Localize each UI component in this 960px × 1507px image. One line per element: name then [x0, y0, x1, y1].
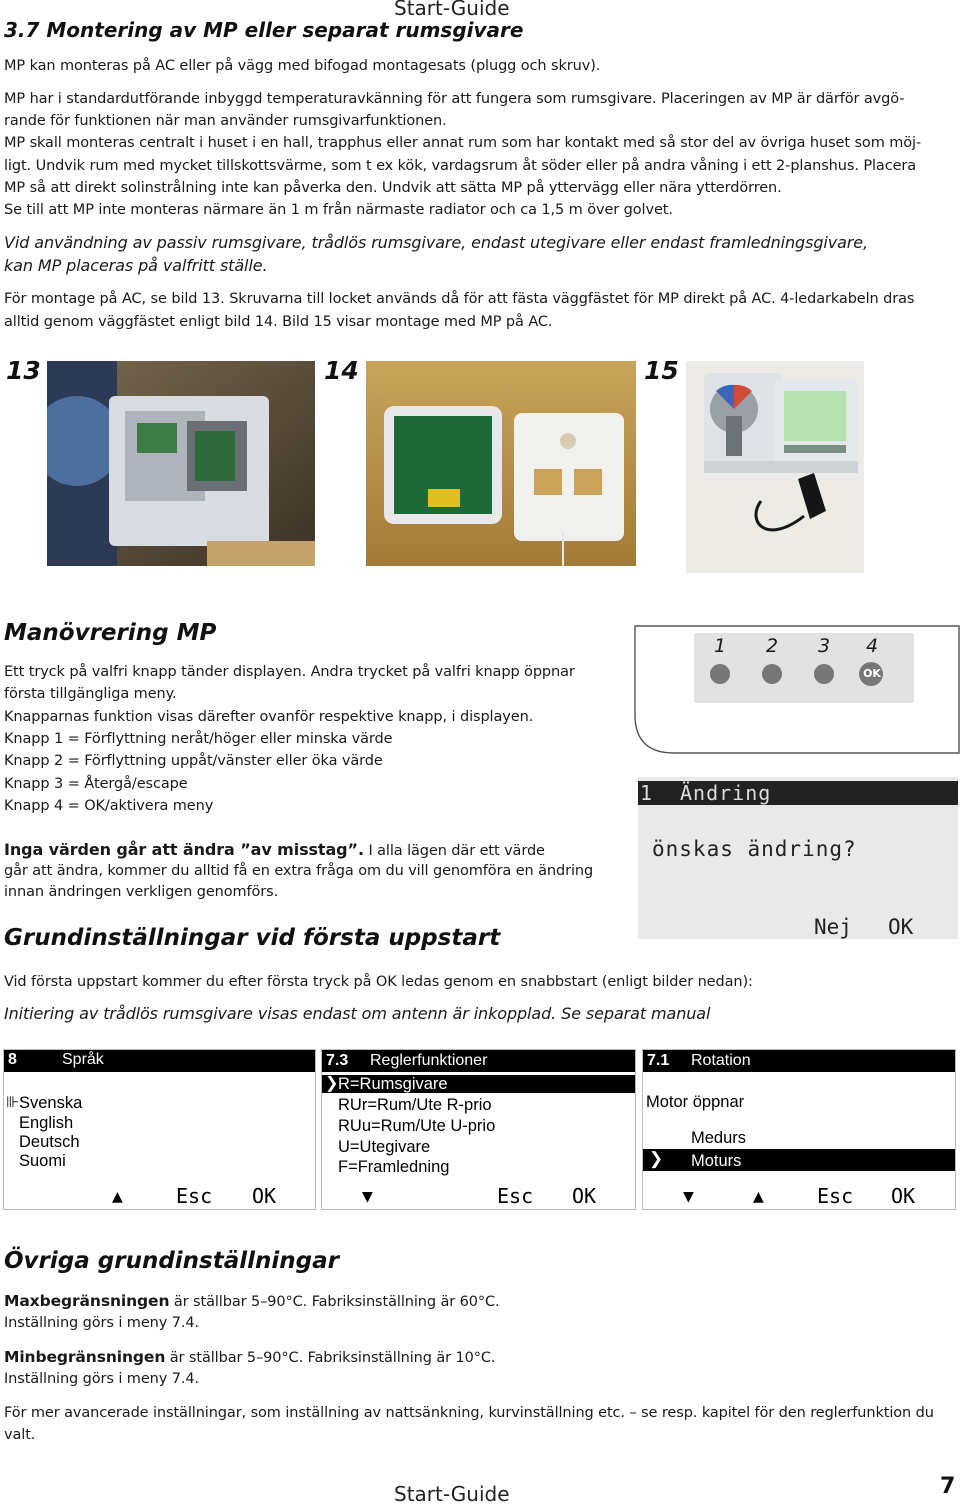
- italic-note: Vid användning av passiv rumsgivare, trådlös rumsgivare, endast utegivare eller endast framledningsgivare,: [4, 233, 869, 252]
- up-arrow-icon: ▲: [753, 1186, 764, 1207]
- keypad-button-3: [814, 664, 834, 684]
- up-arrow-icon: ▲: [112, 1186, 123, 1207]
- paragraph-line: Se till att MP inte monteras närmare än 1 m från närmaste radiator och ca 1,5 m över golvet.: [4, 202, 673, 218]
- photo-mounting-on-actuator: [47, 361, 315, 566]
- paragraph-line: Knapp 4 = OK/aktivera meny: [4, 798, 214, 814]
- min-bold: Minbegränsningen: [4, 1348, 166, 1366]
- paragraph: MP kan monteras på AC eller på vägg med bifogad montagesats (plugg och skruv).: [4, 58, 601, 74]
- down-arrow-icon: ▼: [362, 1186, 373, 1207]
- max-bold: Maxbegränsningen: [4, 1292, 170, 1310]
- ok-softkey: OK: [252, 1184, 277, 1208]
- max-line: [4, 1290, 500, 1314]
- selected-row: [643, 1149, 955, 1171]
- confirm-title: Ändring: [680, 781, 772, 805]
- screen-rotation: [642, 1049, 956, 1210]
- paragraph-line: MP så att direkt solinstrålning inte kan påverka den. Undvik att sätta MP på yttervägg eller nära ytterdörren.: [4, 180, 782, 196]
- esc-softkey: Esc: [497, 1184, 534, 1208]
- confirm-no: Nej: [814, 915, 852, 939]
- paragraph-line: alltid genom väggfästet enligt bild 14. Bild 15 visar montage med MP på AC.: [4, 314, 553, 330]
- paragraph-line: MP har i standardutförande inbyggd temperaturavkänning för att fungera som rumsgivare. Placeringen av MP är därför avgö-: [4, 91, 905, 107]
- ok-softkey: OK: [891, 1184, 916, 1208]
- keypad-number-1: 1: [714, 635, 727, 657]
- italic-note: Initiering av trådlös rumsgivare visas endast om antenn är inkopplad. Se separat manual: [4, 1004, 711, 1023]
- paragraph-line: Knapparnas funktion visas därefter ovanför respektive knapp, i displayen.: [4, 709, 534, 725]
- keypad-number-2: 2: [766, 635, 779, 657]
- rotation-label: Motor öppnar: [646, 1093, 745, 1111]
- cursor-icon: ⊪: [6, 1094, 20, 1111]
- italic-note: kan MP placeras på valfritt ställe.: [4, 256, 268, 275]
- screen-language: [3, 1049, 316, 1210]
- warning-text: I alla lägen där ett värde: [363, 843, 545, 859]
- section-title: 3.7 Montering av MP eller separat rumsgivare: [4, 18, 524, 42]
- language-option: English: [19, 1114, 74, 1132]
- confirm-screen: [638, 777, 958, 939]
- screen-control-function: [321, 1049, 636, 1210]
- function-option: RUu=Rum/Ute U-prio: [338, 1117, 496, 1135]
- paragraph-line: valt.: [4, 1427, 36, 1443]
- paragraph-line: första tillgängliga meny.: [4, 686, 177, 702]
- rotation-option: Medurs: [691, 1129, 747, 1147]
- keypad-button-2: [762, 664, 782, 684]
- paragraph: Vid första uppstart kommer du efter första tryck på OK ledas genom en snabbstart (enligt bilder nedan):: [4, 974, 753, 990]
- rotation-option: Moturs: [691, 1152, 742, 1170]
- paragraph-line: Ett tryck på valfri knapp tänder displayen. Andra trycket på valfri knapp öppnar: [4, 664, 575, 680]
- paragraph-line: Knapp 2 = Förflyttning uppåt/vänster eller öka värde: [4, 753, 383, 769]
- paragraph-line: MP skall monteras centralt i huset i en hall, trapphus eller annat rum som har kontakt med så stor del av övriga huset som möj-: [4, 135, 922, 151]
- function-option: F=Framledning: [338, 1158, 450, 1176]
- paragraph-line: För mer avancerade inställningar, som inställning av nattsänkning, kurvinställning etc. – se resp. kapitel för den reglerfunktion du: [4, 1405, 934, 1421]
- warning-line: [4, 839, 545, 863]
- running-footer: Start-Guide: [394, 1482, 510, 1506]
- paragraph-line: För montage på AC, se bild 13. Skruvarna till locket används då för att fästa väggfästet för MP direkt på AC. 4-ledarkabeln dras: [4, 291, 915, 307]
- section-title: Övriga grundinställningar: [4, 1248, 339, 1274]
- confirm-question: önskas ändring?: [652, 837, 857, 861]
- paragraph-line: Knapp 3 = Återgå/escape: [4, 776, 188, 792]
- language-option: Svenska: [19, 1094, 83, 1112]
- running-header: Start-Guide: [394, 0, 510, 20]
- paragraph-line: Inställning görs i meny 7.4.: [4, 1371, 200, 1387]
- screen-title: Reglerfunktioner: [370, 1052, 488, 1069]
- min-line: [4, 1346, 495, 1370]
- keypad-button-1: [710, 664, 730, 684]
- figure-number: 15: [644, 356, 679, 385]
- max-text: är ställbar 5–90°C. Fabriksinställning är 60°C.: [169, 1294, 500, 1310]
- cursor-icon: ❯: [325, 1075, 339, 1092]
- function-option: RUr=Rum/Ute R-prio: [338, 1096, 492, 1114]
- paragraph-line: Inställning görs i meny 7.4.: [4, 1315, 200, 1331]
- photo-wall-bracket: [366, 361, 636, 566]
- language-option: Suomi: [19, 1152, 66, 1170]
- ok-softkey: OK: [572, 1184, 597, 1208]
- esc-softkey: Esc: [817, 1184, 854, 1208]
- section-title: Manövrering MP: [4, 620, 217, 646]
- paragraph-line: innan ändringen verkligen genomförs.: [4, 884, 279, 900]
- keypad-diagram: [634, 625, 960, 755]
- function-option: R=Rumsgivare: [338, 1075, 448, 1093]
- screen-number: 7.1: [647, 1052, 670, 1069]
- esc-softkey: Esc: [176, 1184, 213, 1208]
- screen-number: 8: [8, 1051, 17, 1068]
- min-text: är ställbar 5–90°C. Fabriksinställning är 10°C.: [165, 1350, 496, 1366]
- keypad-number-3: 3: [818, 635, 831, 657]
- paragraph-line: går att ändra, kommer du alltid få en extra fråga om du vill genomföra en ändring: [4, 863, 594, 879]
- figure-number: 13: [6, 356, 41, 385]
- screen-title: Rotation: [691, 1052, 751, 1069]
- figure-number: 14: [324, 356, 359, 385]
- section-title: Grundinställningar vid första uppstart: [4, 925, 501, 951]
- keypad-number-4: 4: [866, 635, 879, 657]
- confirm-ok: OK: [888, 915, 914, 939]
- confirm-prefix: 1: [640, 781, 653, 805]
- language-option: Deutsch: [19, 1133, 80, 1151]
- photo-mp-on-actuator: [686, 361, 864, 573]
- paragraph-line: ligt. Undvik rum med mycket tillskottsvärme, som t ex kök, vardagsrum åt söder eller på andra våning i ett 2-planshus. Placera: [4, 158, 917, 174]
- page-number: 7: [940, 1474, 956, 1499]
- screen-number: 7.3: [326, 1052, 349, 1069]
- keypad-ok-label: OK: [863, 667, 881, 680]
- function-option: U=Utegivare: [338, 1138, 431, 1156]
- down-arrow-icon: ▼: [683, 1186, 694, 1207]
- paragraph-line: Knapp 1 = Förflyttning neråt/höger eller minska värde: [4, 731, 393, 747]
- cursor-icon: ❯: [649, 1149, 664, 1168]
- paragraph-line: rande för funktionen när man använder rumsgivarfunktionen.: [4, 113, 447, 129]
- warning-bold: Inga värden går att ändra ”av misstag”.: [4, 840, 364, 859]
- screen-title: Språk: [62, 1051, 104, 1068]
